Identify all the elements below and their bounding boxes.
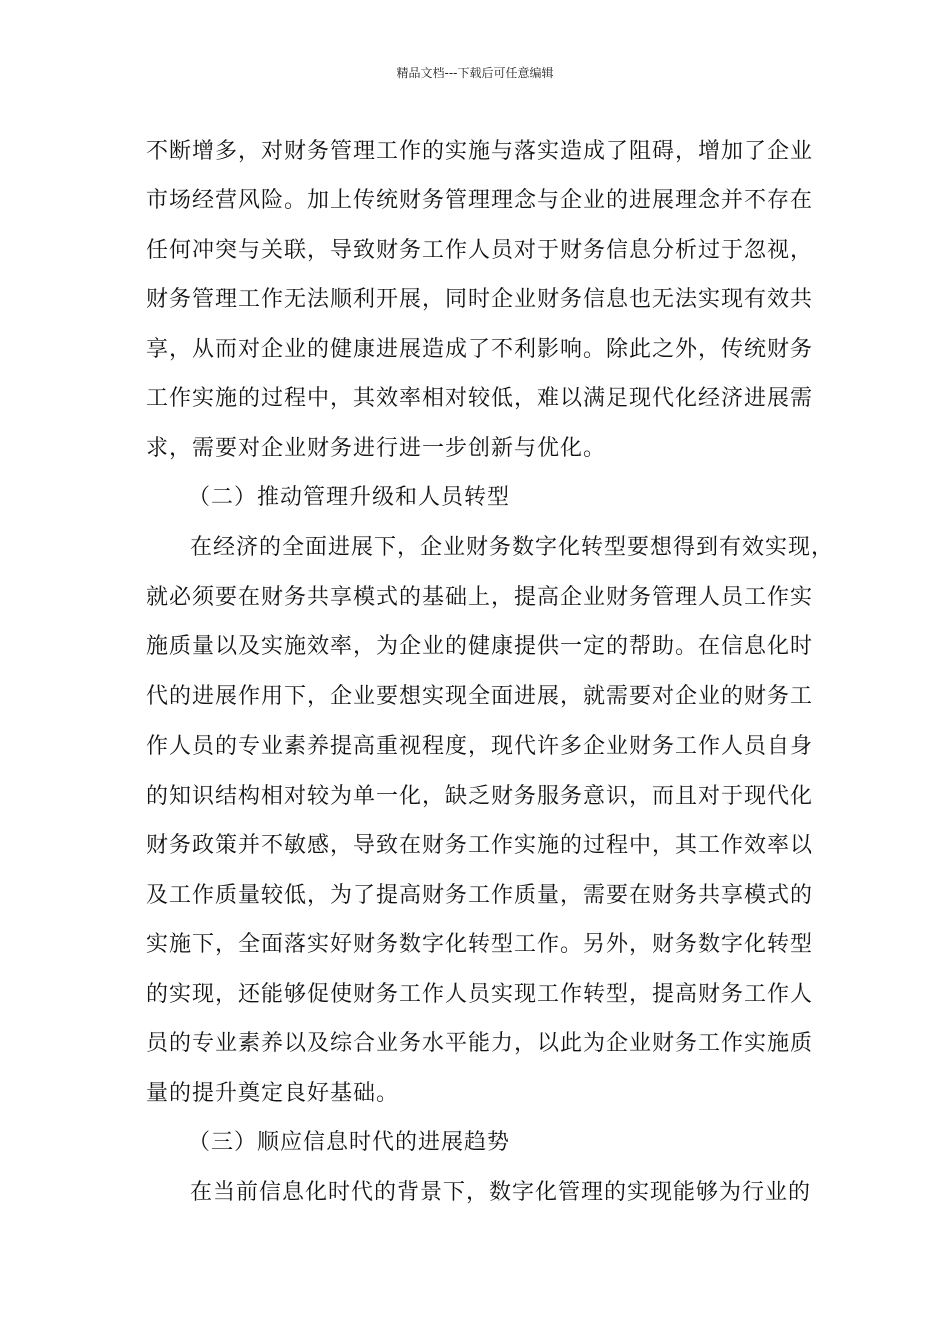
paragraph-line: 在当前信息化时代的背景下，数字化管理的实现能够为行业的	[190, 1180, 812, 1205]
paragraph-line: 的实现，还能够促使财务工作人员实现工作转型，提高财务工作人	[146, 982, 814, 1007]
paragraph-line: 在经济的全面进展下，企业财务数字化转型要想得到有效实现，	[190, 535, 835, 560]
paragraph-line: 财务政策并不敏感，导致在财务工作实施的过程中，其工作效率以	[146, 833, 814, 858]
paragraph-line: 的知识结构相对较为单一化，缺乏财务服务意识，而且对于现代化	[146, 784, 814, 809]
paragraph-line: 工作实施的过程中，其效率相对较低，难以满足现代化经济进展需	[146, 386, 814, 411]
paragraph-line: 及工作质量较低，为了提高财务工作质量，需要在财务共享模式的	[146, 883, 814, 908]
section-heading: （二）推动管理升级和人员转型	[188, 485, 511, 510]
page-header: 精品文档---下载后可任意编辑	[396, 66, 554, 80]
section-heading: （三）顺应信息时代的进展趋势	[188, 1130, 511, 1155]
paragraph-line: 实施下，全面落实好财务数字化转型工作。另外，财务数字化转型	[146, 932, 814, 957]
paragraph-line: 就必须要在财务共享模式的基础上，提高企业财务管理人员工作实	[146, 585, 814, 610]
paragraph-line: 施质量以及实施效率，为企业的健康提供一定的帮助。在信息化时	[146, 634, 814, 659]
paragraph-line: 求，需要对企业财务进行进一步创新与优化。	[146, 436, 607, 461]
paragraph-line: 不断增多，对财务管理工作的实施与落实造成了阻碍，增加了企业	[146, 139, 814, 164]
paragraph-line: 市场经营风险。加上传统财务管理理念与企业的进展理念并不存在	[146, 188, 814, 213]
paragraph-line: 作人员的专业素养提高重视程度，现代许多企业财务工作人员自身	[146, 734, 814, 759]
paragraph-line: 财务管理工作无法顺利开展，同时企业财务信息也无法实现有效共	[146, 287, 814, 312]
paragraph-line: 享，从而对企业的健康进展造成了不利影响。除此之外，传统财务	[146, 337, 814, 362]
paragraph-line: 任何冲突与关联，导致财务工作人员对于财务信息分析过于忽视，	[146, 238, 814, 263]
paragraph-line: 量的提升奠定良好基础。	[146, 1081, 400, 1106]
paragraph-line: 代的进展作用下，企业要想实现全面进展，就需要对企业的财务工	[146, 684, 814, 709]
paragraph-line: 员的专业素养以及综合业务水平能力，以此为企业财务工作实施质	[146, 1031, 814, 1056]
